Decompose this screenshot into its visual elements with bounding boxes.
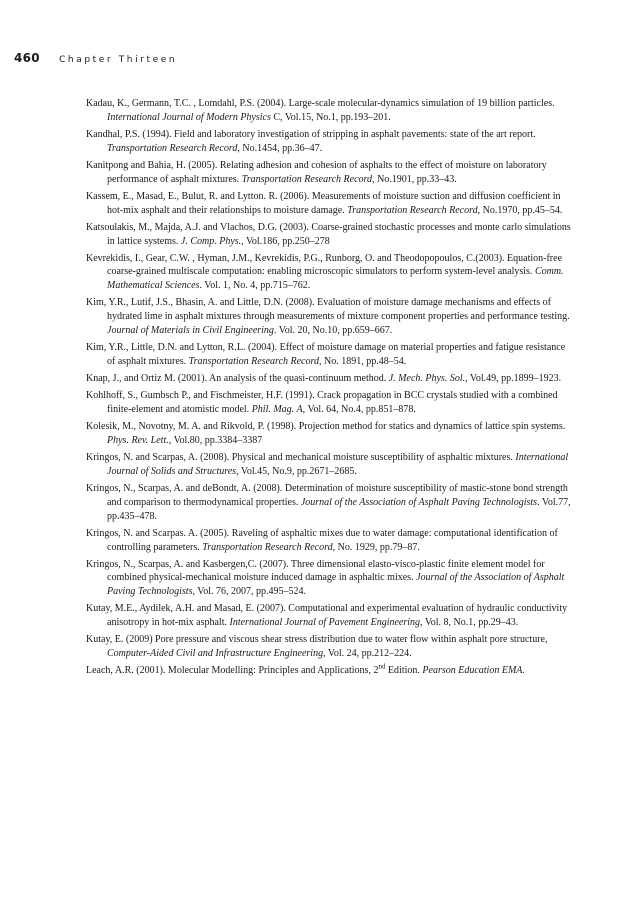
- reference-details: , No.1454, pp.36–47.: [237, 142, 323, 154]
- reference-entry: [86, 451, 571, 479]
- journal-title: Journal of the Association of Asphalt Paving Technologists: [107, 572, 565, 598]
- journal-title: International Journal of Pavement Engineering: [229, 617, 421, 629]
- ordinal-suffix: nd: [378, 662, 386, 671]
- chapter-title: Chapter Thirteen: [59, 55, 178, 65]
- reference-details: , Vol.49, pp.1899–1923.: [465, 373, 562, 385]
- reference-entry: [86, 602, 571, 630]
- reference-details: , Vol.45, No.9, pp.2671–2685.: [236, 465, 357, 477]
- reference-entry: [86, 558, 571, 600]
- reference-entry: [86, 97, 571, 125]
- reference-entry: [86, 341, 571, 369]
- reference-text: Kutay, M.E., Aydilek, A.H. and Masad, E. (2007). Computational and experimental evaluation of hydraulic conductivity anisotropy in hot-mix asphalt.: [86, 603, 568, 629]
- reference-details: . Vol.77, pp.435–478.: [107, 496, 571, 522]
- reference-entry: [86, 527, 571, 555]
- reference-text: Kutay, E. (2009) Pore pressure and viscous shear stress distribution due to water flow within asphalt pore structure,: [86, 634, 548, 646]
- page-header: [14, 47, 177, 66]
- reference-text: Kanitpong and Bahia, H. (2005). Relating adhesion and cohesion of asphalts to the effect of moisture on laboratory performance of asphalt mixtures.: [86, 159, 547, 185]
- journal-title: Comm. Mathematical Sciences: [107, 266, 564, 292]
- publisher-title: Pearson Education EMA.: [422, 665, 525, 677]
- journal-title: Transportation Research Record: [188, 356, 320, 368]
- journal-title: Transportation Research Record: [107, 142, 238, 154]
- reference-text: Kringos, N. and Scarpas, A. (2008). Physical and mechanical moisture susceptibility of asphaltic mixtures.: [86, 451, 516, 463]
- reference-entry: [86, 190, 571, 218]
- journal-title: Transportation Research Record: [241, 173, 373, 185]
- journal-title: Phys. Rev. Lett.: [107, 434, 169, 446]
- journal-title: J. Comp. Phys.: [180, 235, 242, 247]
- reference-text: Kevrekidis, I., Gear, C.W. , Hyman, J.M., Kevrekidis, P.G., Runborg, O. and Theodopopoulos, C.(2003). Equation-free coarse-grained multiscale computation: enabling microscopic simulators to perform system-level analysis.: [86, 252, 563, 278]
- reference-details: . Vol. 1, No. 4, pp.715–762.: [199, 280, 311, 292]
- reference-text-continued: Edition.: [385, 665, 423, 677]
- reference-entry: [86, 420, 571, 448]
- reference-text: Kandhal, P.S. (1994). Field and laboratory investigation of stripping in asphalt pavements: state of the art report.: [86, 128, 536, 140]
- reference-text: Katsoulakis, M., Majda, A.J. and Vlachos, D.G. (2003). Coarse-grained stochastic processes and monte carlo simulations in lattice systems.: [86, 221, 571, 247]
- journal-title: International Journal of Modern Physics: [107, 111, 271, 123]
- journal-title: Journal of the Association of Asphalt Paving Technologists: [300, 496, 538, 508]
- reference-entry: [86, 128, 571, 156]
- reference-entry: [86, 221, 571, 249]
- journal-title: Transportation Research Record: [202, 541, 333, 553]
- reference-text: Kim, Y.R., Little, D.N. and Lytton, R.L. (2004). Effect of moisture damage on material properties and fatigue resistance of asphalt mixtures.: [86, 342, 566, 368]
- reference-text: Kohlhoff, S., Gumbsch P., and Fischmeister, H.F. (1991). Crack propagation in BCC crystals studied with a combined finite-element and atomistic model.: [86, 390, 558, 415]
- reference-text: Kim, Y.R., Lutif, J.S., Bhasin, A. and Little, D.N. (2008). Evaluation of moisture damage mechanisms and effects of hydrated lime in asphalt mixtures through measurements of mixture component properties and performance testing.: [86, 297, 570, 323]
- reference-list: [86, 97, 571, 681]
- reference-entry: [86, 633, 571, 661]
- reference-details: , No. 1929, pp.79–87.: [332, 541, 420, 553]
- journal-title: International Journal of Solids and Structures: [107, 451, 569, 477]
- journal-title: J. Mech. Phys. Sol.: [388, 373, 466, 385]
- journal-title: Computer-Aided Civil and Infrastructure Engineering: [107, 648, 324, 660]
- reference-text: Kolesik, M., Novotny, M. A. and Rikvold, P. (1998). Projection method for statics and dynamics of lattice spin systems.: [86, 420, 566, 432]
- reference-text: Knap, J., and Ortiz M. (2001). An analysis of the quasi-continuum method.: [86, 373, 389, 385]
- reference-entry: [86, 159, 571, 187]
- reference-details: C, Vol.15, No.1, pp.193–201.: [270, 111, 391, 123]
- journal-title: Transportation Research Record: [347, 204, 478, 216]
- reference-details: , Vol.186, pp.250–278: [241, 235, 330, 247]
- reference-entry: [86, 252, 571, 294]
- reference-details: , Vol. 8, No.1, pp.29–43.: [420, 617, 519, 629]
- journal-title: Journal of Materials in Civil Engineering: [107, 325, 274, 337]
- reference-text: Leach, A.R. (2001). Molecular Modelling: Principles and Applications, 2: [86, 665, 379, 677]
- reference-entry: [86, 372, 571, 386]
- reference-details: , No.1901, pp.33–43.: [372, 173, 457, 185]
- reference-text: Kringos, N. and Scarpas. A. (2005). Raveling of asphaltic mixes due to water damage: computational identification of controlling parameters.: [86, 527, 558, 553]
- reference-details: , Vol. 24, pp.212–224.: [323, 648, 412, 660]
- reference-entry: [86, 389, 571, 417]
- reference-details: , No. 1891, pp.48–54.: [319, 356, 407, 368]
- reference-text: Kringos, N., Scarpas, A. and Kasbergen,C. (2007). Three dimensional elasto-visco-plastic finite element model for combined physical-mechanical moisture induced damage in asphaltic mixes.: [86, 558, 545, 584]
- reference-details: , Vol. 76, 2007, pp.495–524.: [192, 586, 306, 598]
- reference-details: . Vol. 20, No.10, pp.659–667.: [273, 325, 393, 337]
- reference-details: , Vol. 64, No.4, pp.851–878.: [302, 403, 416, 415]
- page-number: 460: [14, 51, 40, 65]
- reference-details: , No.1970, pp.45–54.: [477, 204, 563, 216]
- journal-title: Phil. Mag. A: [251, 403, 303, 415]
- reference-entry: [86, 482, 571, 524]
- reference-entry: [86, 664, 571, 678]
- reference-entry: [86, 296, 571, 338]
- reference-text: Kringos, N., Scarpas, A. and deBondt, A. (2008). Determination of moisture susceptibility of mastic-stone bond strength and comparison to thermodynamical properties.: [86, 482, 568, 508]
- reference-text: Kassem, E., Masad, E., Bulut, R. and Lytton. R. (2006). Measurements of moisture suction and diffusion coefficient in hot-mix asphalt and their relationships to moisture damage.: [86, 190, 561, 216]
- reference-details: , Vol.80, pp.3384–3387: [168, 434, 263, 446]
- reference-text: Kadau, K., Germann, T.C. , Lomdahl, P.S. (2004). Large-scale molecular-dynamics simulation of 19 billion particles.: [86, 98, 555, 109]
